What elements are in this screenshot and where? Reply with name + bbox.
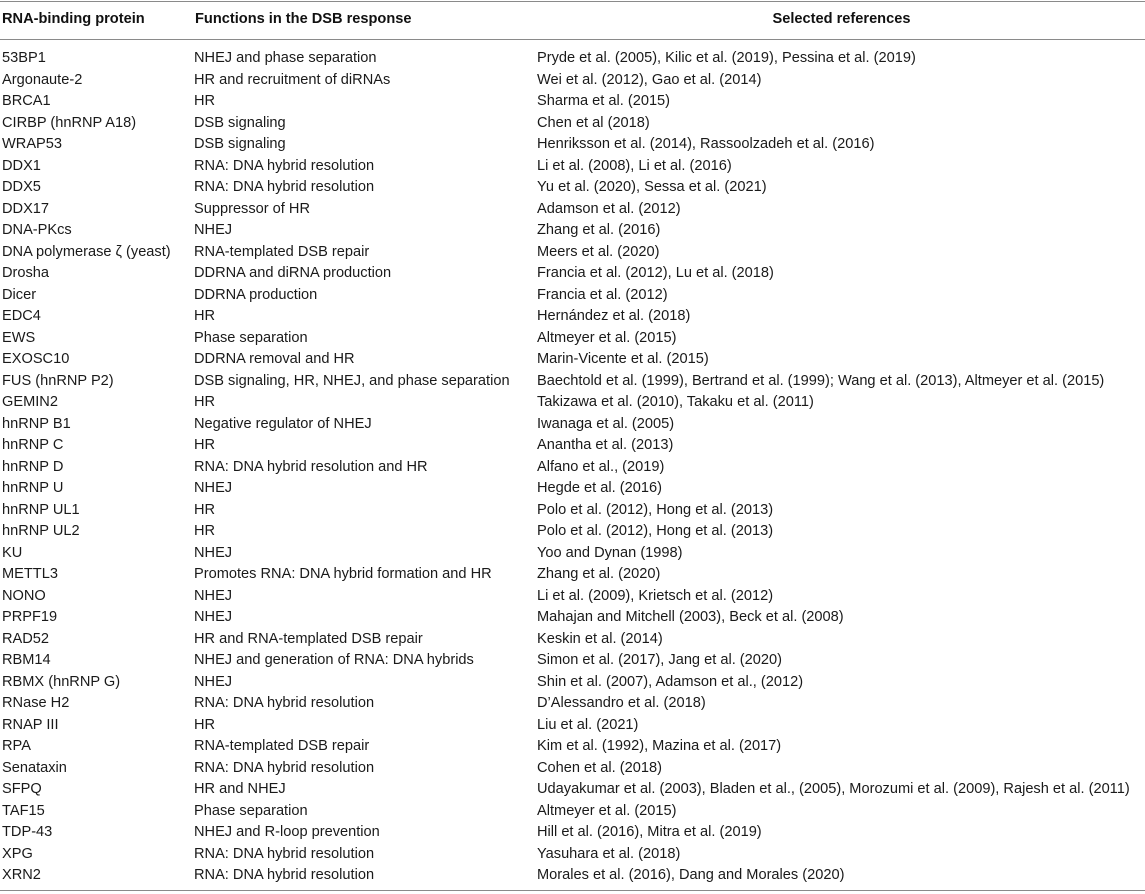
functions-cell: DDRNA and diRNA production — [194, 265, 392, 281]
functions-cell: NHEJ — [194, 673, 233, 690]
table-row — [0, 457, 1145, 479]
functions-cell: DSB signaling — [194, 114, 286, 131]
table-row — [0, 629, 1145, 651]
table-row — [0, 543, 1145, 565]
references-cell: Simon et al. (2017), Jang et al. (2020) — [537, 652, 782, 668]
protein-cell: FUS (hnRNP P2) — [2, 372, 114, 389]
functions-cell: NHEJ — [194, 587, 233, 604]
protein-cell: EWS — [2, 329, 36, 346]
references-cell: Keskin et al. (2014) — [537, 630, 663, 647]
table-row — [0, 48, 1145, 70]
table-row — [0, 113, 1145, 135]
references-cell: Zhang et al. (2016) — [537, 222, 661, 238]
table-row — [0, 736, 1145, 758]
functions-cell: HR — [194, 501, 216, 518]
functions-cell: HR and RNA-templated DSB repair — [194, 630, 423, 647]
protein-cell: RBMX (hnRNP G) — [2, 673, 121, 690]
references-cell: Alfano et al., (2019) — [537, 458, 665, 475]
references-cell: Wei et al. (2012), Gao et al. (2014) — [537, 71, 762, 88]
table-row — [0, 650, 1145, 672]
table-row — [0, 607, 1145, 629]
references-cell: Francia et al. (2012) — [537, 286, 668, 303]
functions-cell: RNA: DNA hybrid resolution — [194, 179, 375, 195]
table-row — [0, 586, 1145, 608]
protein-cell: TDP-43 — [2, 824, 53, 840]
references-cell: Baechtold et al. (1999), Bertrand et al. (1999); Wang et al. (2013), Altmeyer et al. (2015) — [537, 372, 1105, 389]
protein-cell: DNA polymerase ζ (yeast) — [2, 243, 171, 260]
table-body — [0, 48, 1145, 887]
references-cell: Hegde et al. (2016) — [537, 480, 662, 496]
functions-cell: HR — [194, 437, 216, 453]
table-row — [0, 521, 1145, 543]
references-cell: Shin et al. (2007), Adamson et al., (2012) — [537, 673, 804, 690]
protein-cell: RPA — [2, 738, 31, 754]
table-row — [0, 371, 1145, 393]
functions-cell: RNA: DNA hybrid resolution and HR — [194, 458, 428, 475]
references-cell: Iwanaga et al. (2005) — [537, 415, 675, 432]
protein-cell: SFPQ — [2, 781, 42, 797]
table-row — [0, 844, 1145, 866]
protein-cell: DDX1 — [2, 157, 41, 174]
table-row — [0, 801, 1145, 823]
table-row — [0, 758, 1145, 780]
table-row — [0, 306, 1145, 328]
bottom-rule — [0, 890, 1145, 891]
protein-cell: BRCA1 — [2, 93, 51, 109]
functions-cell: HR and NHEJ — [194, 781, 286, 797]
references-cell: Zhang et al. (2020) — [537, 566, 661, 582]
references-cell: Polo et al. (2012), Hong et al. (2013) — [537, 523, 774, 539]
protein-cell: XRN2 — [2, 867, 41, 883]
header-references: Selected references — [772, 11, 911, 27]
table-row — [0, 715, 1145, 737]
functions-cell: HR — [194, 308, 216, 324]
protein-cell: RAD52 — [2, 630, 50, 647]
protein-cell: hnRNP UL2 — [2, 523, 80, 539]
protein-cell: hnRNP C — [2, 437, 64, 453]
references-cell: Anantha et al. (2013) — [537, 437, 674, 453]
protein-cell: EDC4 — [2, 308, 41, 324]
header-rule — [0, 39, 1145, 40]
functions-cell: DSB signaling — [194, 136, 286, 152]
functions-cell: RNA: DNA hybrid resolution — [194, 867, 375, 883]
functions-cell: HR — [194, 394, 216, 410]
protein-cell: hnRNP U — [2, 480, 64, 496]
functions-cell: DSB signaling, HR, NHEJ, and phase separation — [194, 372, 510, 389]
references-cell: Henriksson et al. (2014), Rassoolzadeh et al. (2016) — [537, 136, 875, 152]
references-cell: Hernández et al. (2018) — [537, 308, 691, 324]
protein-cell: Argonaute-2 — [2, 71, 83, 88]
table-row — [0, 435, 1145, 457]
functions-cell: Phase separation — [194, 329, 308, 346]
protein-cell: Dicer — [2, 286, 37, 303]
header-functions: Functions in the DSB response — [195, 11, 412, 27]
functions-cell: NHEJ — [194, 544, 233, 561]
functions-cell: Promotes RNA: DNA hybrid formation and HR — [194, 566, 492, 582]
functions-cell: DDRNA removal and HR — [194, 351, 355, 367]
protein-cell: EXOSC10 — [2, 351, 70, 367]
references-cell: Marin-Vicente et al. (2015) — [537, 351, 709, 367]
table-row — [0, 672, 1145, 694]
table-row — [0, 242, 1145, 264]
references-cell: Yasuhara et al. (2018) — [537, 845, 681, 862]
protein-cell: KU — [2, 544, 23, 561]
table-row — [0, 285, 1145, 307]
references-cell: Hill et al. (2016), Mitra et al. (2019) — [537, 824, 762, 840]
functions-cell: HR — [194, 716, 216, 733]
table-row — [0, 220, 1145, 242]
protein-cell: RBM14 — [2, 652, 51, 668]
references-cell: Kim et al. (1992), Mazina et al. (2017) — [537, 738, 782, 754]
protein-cell: PRPF19 — [2, 609, 58, 625]
protein-cell: NONO — [2, 587, 46, 604]
references-cell: Sharma et al. (2015) — [537, 93, 671, 109]
references-cell: Pryde et al. (2005), Kilic et al. (2019), Pessina et al. (2019) — [537, 50, 916, 66]
protein-cell: TAF15 — [2, 802, 45, 819]
references-cell: Chen et al (2018) — [537, 114, 650, 131]
references-cell: Cohen et al. (2018) — [537, 759, 662, 776]
functions-cell: NHEJ and R-loop prevention — [194, 824, 380, 840]
table-row — [0, 693, 1145, 715]
references-cell: Yu et al. (2020), Sessa et al. (2021) — [537, 179, 767, 195]
functions-cell: Phase separation — [194, 802, 308, 819]
functions-cell: RNA: DNA hybrid resolution — [194, 845, 375, 862]
protein-cell: DNA-PKcs — [2, 222, 72, 238]
table-row — [0, 177, 1145, 199]
table-row — [0, 564, 1145, 586]
references-cell: Udayakumar et al. (2003), Bladen et al., (2005), Morozumi et al. (2009), Rajesh et al. (2011) — [537, 781, 1130, 797]
protein-cell: hnRNP D — [2, 458, 64, 475]
functions-cell: HR — [194, 523, 216, 539]
table-row — [0, 199, 1145, 221]
table-row — [0, 414, 1145, 436]
protein-cell: hnRNP B1 — [2, 415, 71, 432]
table-row — [0, 263, 1145, 285]
functions-cell: NHEJ and generation of RNA: DNA hybrids — [194, 652, 474, 668]
references-cell: D’Alessandro et al. (2018) — [537, 695, 706, 711]
table-row — [0, 478, 1145, 500]
table-row — [0, 328, 1145, 350]
table-row — [0, 392, 1145, 414]
protein-cell: 53BP1 — [2, 50, 46, 66]
protein-cell: RNase H2 — [2, 695, 70, 711]
functions-cell: HR — [194, 93, 216, 109]
references-cell: Meers et al. (2020) — [537, 243, 660, 260]
references-cell: Liu et al. (2021) — [537, 716, 639, 733]
protein-cell: Drosha — [2, 265, 50, 281]
header-protein: RNA-binding protein — [2, 11, 145, 27]
protein-cell: DDX17 — [2, 200, 50, 217]
table-row — [0, 70, 1145, 92]
table-row — [0, 822, 1145, 844]
table-row — [0, 349, 1145, 371]
functions-cell: NHEJ — [194, 222, 233, 238]
functions-cell: NHEJ and phase separation — [194, 50, 377, 66]
functions-cell: NHEJ — [194, 609, 233, 625]
references-cell: Mahajan and Mitchell (2003), Beck et al. (2008) — [537, 609, 844, 625]
table-row — [0, 865, 1145, 887]
functions-cell: Suppressor of HR — [194, 200, 310, 217]
functions-cell: Negative regulator of NHEJ — [194, 415, 372, 432]
protein-cell: DDX5 — [2, 179, 41, 195]
functions-cell: RNA-templated DSB repair — [194, 243, 370, 260]
table-row — [0, 779, 1145, 801]
protein-cell: XPG — [2, 845, 33, 862]
references-cell: Polo et al. (2012), Hong et al. (2013) — [537, 501, 774, 518]
references-cell: Takizawa et al. (2010), Takaku et al. (2011) — [537, 394, 814, 410]
protein-cell: CIRBP (hnRNP A18) — [2, 114, 137, 131]
functions-cell: RNA: DNA hybrid resolution — [194, 695, 375, 711]
protein-cell: RNAP III — [2, 716, 59, 733]
references-cell: Adamson et al. (2012) — [537, 200, 681, 217]
references-cell: Li et al. (2009), Krietsch et al. (2012) — [537, 587, 774, 604]
table-row — [0, 156, 1145, 178]
protein-cell: Senataxin — [2, 759, 67, 776]
functions-cell: DDRNA production — [194, 286, 318, 303]
references-cell: Li et al. (2008), Li et al. (2016) — [537, 157, 732, 174]
table-row — [0, 91, 1145, 113]
references-cell: Altmeyer et al. (2015) — [537, 329, 677, 346]
protein-cell: METTL3 — [2, 566, 58, 582]
references-cell: Morales et al. (2016), Dang and Morales (2020) — [537, 867, 845, 883]
functions-cell: HR and recruitment of diRNAs — [194, 71, 391, 88]
protein-cell: GEMIN2 — [2, 394, 58, 410]
references-cell: Yoo and Dynan (1998) — [537, 544, 683, 561]
functions-cell: RNA-templated DSB repair — [194, 738, 370, 754]
functions-cell: NHEJ — [194, 480, 233, 496]
protein-cell: hnRNP UL1 — [2, 501, 80, 518]
references-cell: Francia et al. (2012), Lu et al. (2018) — [537, 265, 774, 281]
table-row — [0, 500, 1145, 522]
references-cell: Altmeyer et al. (2015) — [537, 802, 677, 819]
table-row — [0, 134, 1145, 156]
protein-cell: WRAP53 — [2, 136, 63, 152]
functions-cell: RNA: DNA hybrid resolution — [194, 157, 375, 174]
functions-cell: RNA: DNA hybrid resolution — [194, 759, 375, 776]
